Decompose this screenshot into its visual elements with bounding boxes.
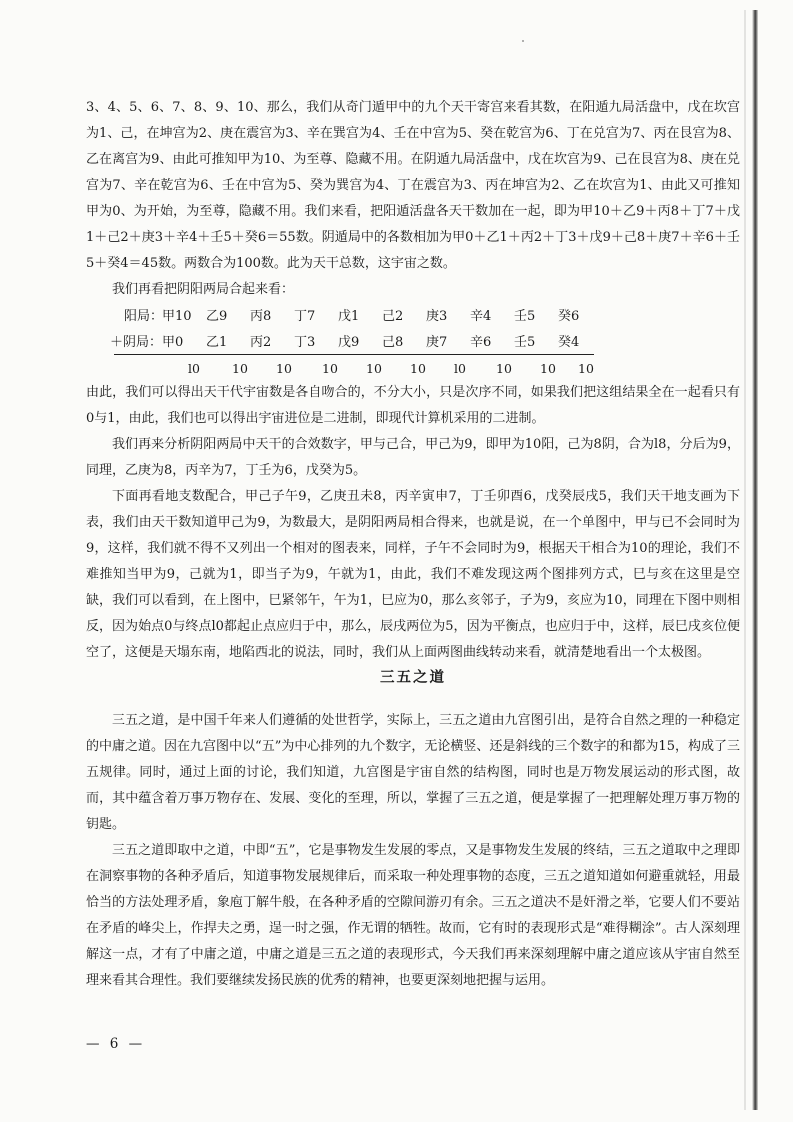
scan-speck — [522, 40, 524, 42]
yang-cell: 癸6 — [558, 309, 580, 324]
paragraph-dizhi: 下面再看地支数配合，甲己子午9，乙庚丑未8，丙辛寅申7，丁壬卯酉6，戊癸辰戌5，我们天干地支画为下表，我们由天干数知道甲己为9，为数最大，是阴阳两局相合得来，也就是说，在一个单图中，甲与已不会同时为9，这样，我们就不得不又列出一个相对的图表来，同样，子午不会同时为9，根据天干相合为10的理论，我们不难推知当甲为9，己就为1，即当子为9，午就为1，由此，我们不难发现这两个图排列方式，巳与亥在这里是空缺，我们可以看到，在上图中，巳紧邻午，午为1，巳应为0，那么亥邻子，子为9，亥应为10，同理在下图中则相反，因为始点0与终点l0都起止点应归于中，那么，辰戌两位为5，因为平衡点，也应归于中，这样，辰巳戌亥位便空了，这便是天塌东南，地陷西北的说法，同时，我们从上面两图曲线转动来看，就清楚地看出一个太极图。 — [86, 489, 740, 660]
paragraph-combine-intro: 我们再看把阴阳两局合起来看： — [112, 282, 295, 297]
yin-cell: 己8 — [382, 335, 404, 350]
sum-cell: 10 — [322, 361, 338, 376]
yang-cell: 己2 — [382, 309, 404, 324]
tiangan-table — [110, 304, 630, 382]
sum-cell: 10 — [578, 361, 594, 376]
yin-cell: 癸4 — [558, 335, 580, 350]
yang-cell: 庚3 — [426, 309, 448, 324]
sum-cell: 10 — [276, 361, 292, 376]
sum-underline — [114, 354, 594, 355]
yang-cell: 壬5 — [514, 309, 536, 324]
body-text-bottom — [86, 708, 740, 994]
sum-cell: l0 — [188, 361, 200, 376]
paragraph-binary: 由此，我们可以得出天干代宇宙数是各自吻合的，不分大小，只是次序不同，如果我们把这组结果全在一起看只有0与1，由此，我们也可以得出宇宙进位是二进制，即现代计算机采用的二进制。 — [86, 385, 740, 426]
scan-shadow — [744, 10, 746, 1110]
sum-cell: 10 — [496, 361, 512, 376]
yin-cell: 甲0 — [162, 335, 184, 350]
yin-cell: 丙2 — [250, 335, 272, 350]
paragraph-tiangan-numbers: 3、4、5、6、7、8、9、10、那么，我们从奇门遁甲中的九个天干寄宫来看其数，在阳遁九局活盘中，戊在坎宫为1、己，在坤宫为2、庚在震宫为3、辛在巽宫为4、壬在中宫为5、癸在乾宫为6、丁在兑宫为7、丙在艮宫为8、乙在离宫为9、由此可推知甲为10、为至尊、隐藏不用。在阴遁九局活盘中，戊在坎宫为9、己在艮宫为8、庚在兑宫为7、辛在乾宫为6、壬在中宫为5、癸为巽宫为4、丁在震宫为3、丙在坤宫为2、乙在坎宫为1、由此又可推知甲为0、为开始，为至尊，隐藏不用。我们来看，把阳遁活盘各天干数加在一起，即为甲10＋乙9＋丙8＋丁7＋戊1＋己2＋庚3＋辛4＋壬5＋癸6＝55数。阴遁局中的各数相加为甲0＋乙1＋丙2＋丁3＋戊9＋己8＋庚7＋辛6＋壬5＋癸4＝45数。两数合为100数。此为天干总数，这宇宙之数。 — [86, 100, 740, 271]
yang-cell: 甲10 — [162, 309, 192, 324]
table-row-yang — [110, 304, 630, 330]
yin-cell: 乙1 — [206, 335, 228, 350]
section-heading: 三五之道 — [380, 669, 446, 686]
yang-cell: 辛4 — [470, 309, 492, 324]
sum-cell: 10 — [540, 361, 556, 376]
yang-cell: 丙8 — [250, 309, 272, 324]
sum-cell: 10 — [232, 361, 248, 376]
yang-cell: 乙9 — [206, 309, 228, 324]
yang-cell: 丁7 — [294, 309, 316, 324]
yin-cell: 戊9 — [338, 335, 360, 350]
sum-cell: 10 — [366, 361, 382, 376]
yang-label: 阳局： — [124, 309, 164, 324]
table-row-sums — [110, 356, 630, 382]
paragraph-sanwu-middle: 三五之道即取中之道，中即“五”，它是事物发生发展的零点，又是事物发生发展的终结，三五之道取中之理即在洞察事物的各种矛盾后，知道事物发展规律后，而采取一种处理事物的态度，三五之道知道如何避重就轻，用最恰当的方法处理矛盾，象庖丁解牛般，在各种矛盾的空隙间游刃有余。三五之道决不是奸滑之举，它要人们不要站在矛盾的峰尖上，作捍夫之勇，逞一时之强，作无谓的牺牲。故而，它有时的表现形式是“难得糊涂”。古人深刻理解这一点，才有了中庸之道，中庸之道是三五之道的表现形式，今天我们再来深刻理解中庸之道应该从宇宙自然至理来看其合理性。我们要继续发扬民族的优秀的精神，也要更深刻地把握与运用。 — [86, 843, 740, 988]
body-text-top — [86, 95, 740, 303]
paragraph-sanwu-intro: 三五之道，是中国千年来人们遵循的处世哲学，实际上，三五之道由九宫图引出，是符合自然之理的一种稳定的中庸之道。因在九宫图中以“五”为中心排列的九个数字，无论横竖、还是斜线的三个数字的和都为15，构成了三五规律。同时，通过上面的讨论，我们知道，九宫图是宇宙自然的结构图，同时也是万物发展运动的形式图，故而，其中蕴含着万事万物存在、发展、变化的至理，所以，掌握了三五之道，便是掌握了一把理解处理万事万物的钥匙。 — [86, 713, 740, 832]
page-number: — 6 — — [86, 1036, 146, 1052]
sum-cell: 10 — [410, 361, 426, 376]
yin-cell: 壬5 — [514, 335, 536, 350]
table-row-yin — [110, 330, 630, 356]
body-text-middle — [86, 380, 740, 666]
yin-cell: 庚7 — [426, 335, 448, 350]
scan-binding-edge — [752, 10, 758, 1110]
yang-cell: 戊1 — [338, 309, 360, 324]
sum-cell: l0 — [454, 361, 466, 376]
yin-cell: 辛6 — [470, 335, 492, 350]
yin-cell: 丁3 — [294, 335, 316, 350]
yin-label: ＋阴局： — [110, 335, 163, 350]
paragraph-hexiao: 我们再来分析阴阳两局中天干的合效数字，甲与己合，甲己为9，即甲为10阳，己为8阴，合为l8，分后为9，同理，乙庚为8，丙辛为7，丁壬为6，戊癸为5。 — [86, 437, 740, 478]
